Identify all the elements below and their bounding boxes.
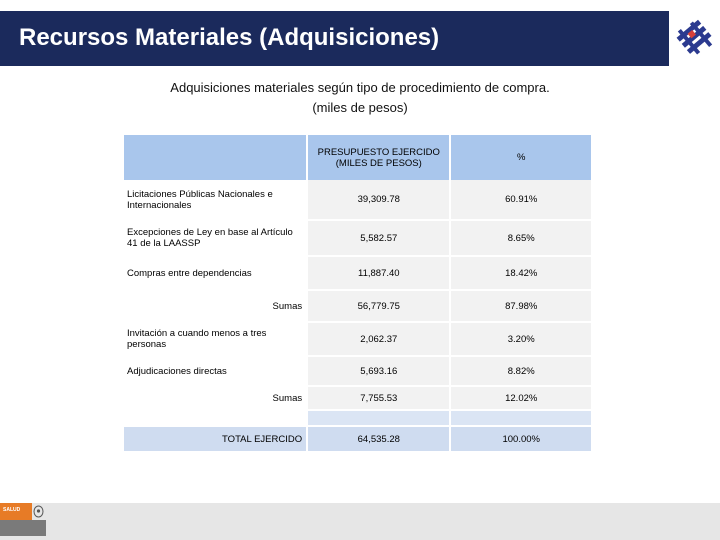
subtotal-amount: 56,779.75 [307,290,450,322]
table-row [124,256,591,290]
total-amount: 64,535.28 [307,426,450,452]
subtotal-label: Sumas [124,290,307,322]
table-caption [120,78,600,118]
row-percent: 60.91% [450,180,591,220]
institution-logo-icon [670,11,720,66]
institution-logo [670,11,720,66]
spacer-row [124,410,591,426]
row-amount: 5,693.16 [307,356,450,386]
row-amount: 39,309.78 [307,180,450,220]
row-amount: 11,887.40 [307,256,450,290]
spacer-cell [307,410,450,426]
footer-logo [0,503,46,536]
row-label: Adjudicaciones directas [124,356,307,386]
row-amount: 2,062.37 [307,322,450,356]
caption-line-2: (miles de pesos) [312,100,408,115]
header-cell-blank [124,135,307,180]
row-percent: 18.42% [450,256,591,290]
table-row [124,180,591,220]
row-label: Excepciones de Ley en base al Artículo 41 de la LAASSP [124,220,307,256]
footer-bar [0,503,720,540]
spacer-cell [450,410,591,426]
footer-logo-gray-block [0,520,46,536]
table-row [124,220,591,256]
table-header-row [124,135,591,180]
total-label: TOTAL EJERCIDO [124,426,307,452]
row-percent: 3.20% [450,322,591,356]
footer-logo-orange-block [0,503,32,520]
table-row [124,356,591,386]
header-cell-percent: % [450,135,591,180]
row-amount: 5,582.57 [307,220,450,256]
row-label: Licitaciones Públicas Nacionales e Internacionales [124,180,307,220]
seal-icon [33,505,44,518]
row-percent: 8.65% [450,220,591,256]
spacer-cell [124,410,307,426]
procurement-table [124,135,591,453]
row-label: Invitación a cuando menos a tres personas [124,322,307,356]
subtotal-percent: 12.02% [450,386,591,410]
footer-logo-label: SALUD [3,507,21,513]
page-title: Recursos Materiales (Adquisiciones) [19,24,440,51]
subtotal-label: Sumas [124,386,307,410]
header-cell-amount [307,135,450,180]
subtotal-percent: 87.98% [450,290,591,322]
header-amount-line-2: (MILES DE PESOS) [335,157,422,169]
row-label: Compras entre dependencias [124,256,307,290]
total-row [124,426,591,452]
table-row [124,322,591,356]
title-bar [0,11,669,66]
row-percent: 8.82% [450,356,591,386]
subtotal-row [124,386,591,410]
subtotal-amount: 7,755.53 [307,386,450,410]
header-amount-line-1: PRESUPUESTO EJERCIDO [317,146,440,158]
caption-line-1: Adquisiciones materiales según tipo de procedimiento de compra. [170,80,550,95]
subtotal-row [124,290,591,322]
total-percent: 100.00% [450,426,591,452]
